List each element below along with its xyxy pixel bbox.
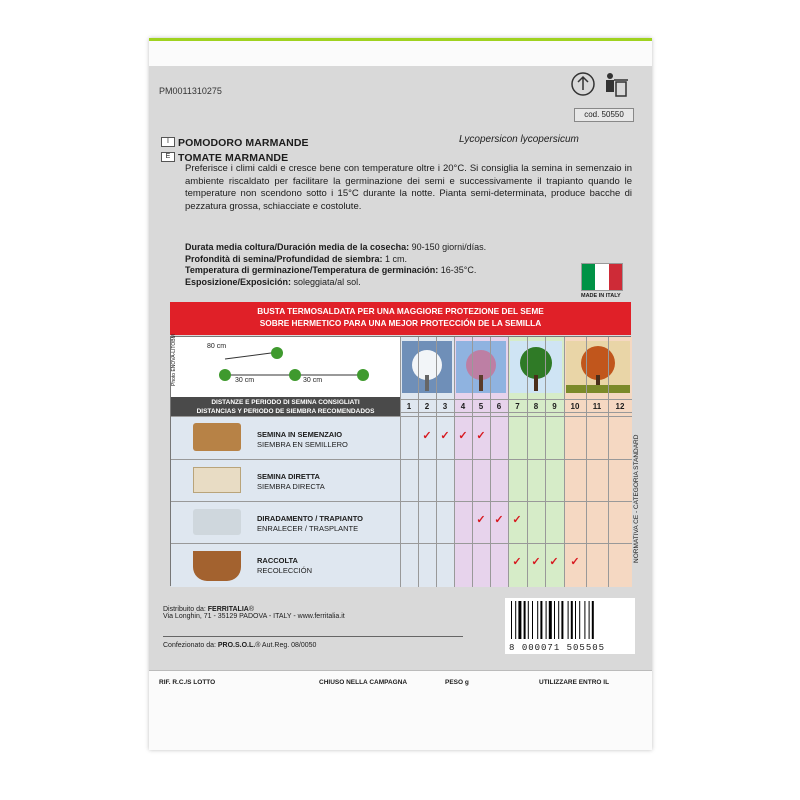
plant-spacing-label-1: 30 cm [235, 377, 255, 384]
info-line: Durata media coltura/Duración media de la cosecha: 90-150 giorni/días. [185, 242, 487, 252]
month-number: 6 [490, 399, 508, 413]
info-line: Temperatura di germinazione/Temperatura de germinación: 16-35°C. [185, 265, 477, 275]
month-divider [608, 337, 609, 587]
barcode-digits: 8 000071 505505 [509, 643, 606, 653]
barcode-bar [558, 601, 559, 639]
month-number: 4 [454, 399, 472, 413]
cod-label: cod. 50550 [574, 108, 634, 122]
month-divider [508, 337, 509, 587]
check-harvest-month-8: ✓ [531, 556, 541, 568]
barcode-bar [524, 601, 526, 639]
check-transplant-month-6: ✓ [494, 514, 504, 526]
month-divider [490, 337, 491, 587]
bin-icon [606, 73, 628, 96]
check-sowing-bed-month-4: ✓ [458, 430, 468, 442]
barcode-bar [592, 601, 594, 639]
sowing-calendar [170, 336, 631, 586]
distance-band [171, 397, 400, 416]
distributor-divider [163, 636, 463, 637]
plant-icon [219, 369, 231, 381]
seed-packet [149, 38, 652, 750]
month-divider [527, 337, 528, 587]
row-separator [171, 543, 632, 544]
activity-label-transplant: DIRADAMENTO / TRAPIANTO ENRALECER / TRASPLANTE [257, 514, 363, 533]
month-divider [586, 337, 587, 587]
expiry-label: UTILIZZARE ENTRO IL [539, 679, 610, 686]
lot-label: RIF. R.C./S LOTTO [159, 679, 216, 686]
distributor-block [163, 606, 345, 620]
month-number: 1 [400, 399, 418, 413]
check-harvest-month-7: ✓ [512, 556, 522, 568]
barcode-bar [571, 601, 573, 639]
activity-label-sowing-bed: SEMINA IN SEMENZAIO SIEMBRA EN SEMILLERO [257, 430, 348, 449]
activity-label-harvest: RACCOLTA RECOLECCIÓN [257, 556, 313, 575]
barcode-bar [532, 601, 533, 639]
barcode-bar [579, 601, 580, 639]
barcode-bar [546, 601, 547, 639]
green-edge [149, 38, 652, 41]
check-harvest-month-9: ✓ [549, 556, 559, 568]
flag-stripe-red [609, 264, 622, 290]
title-it: POMODORO MARMANDE [178, 137, 309, 149]
month-number: 5 [472, 399, 490, 413]
check-sowing-bed-month-5: ✓ [476, 430, 486, 442]
barcode-bar [518, 601, 521, 639]
lang-it-box: I [161, 137, 175, 147]
recycle-icon [568, 70, 638, 102]
barcode-bar [568, 601, 569, 639]
barcode-bar [584, 601, 585, 639]
made-in-italy: MADE IN ITALY [581, 293, 621, 299]
distance-band-line-1: DISTANZE E PERIODO DI SEMINA CONSIGLIATI [211, 399, 360, 406]
barcode-bar [511, 601, 512, 639]
info-block [185, 242, 575, 288]
flag-stripe-white [595, 264, 608, 290]
italian-flag [581, 263, 623, 291]
title-es: TOMATE MARMANDE [178, 152, 289, 164]
month-number: 8 [527, 399, 545, 413]
red-band-line-2: SOBRE HERMETICO PARA UNA MEJOR PROTECCIÓN DE LA SEMILLA [259, 317, 542, 328]
month-divider [454, 337, 455, 587]
month-number: 7 [508, 399, 527, 413]
latin-name: Lycopersicon lycopersicum [459, 134, 579, 145]
plant-icon [271, 347, 283, 359]
barcode-bar [528, 601, 529, 639]
direct-sowing-icon [193, 467, 241, 493]
weight-label: PESO g [445, 679, 469, 686]
distributor-name: FERRITALIA [207, 606, 249, 613]
barcode-bar [575, 601, 576, 639]
distributor-address: Via Longhin, 71 - 35129 PADOVA - ITALY - www.ferritalia.it [163, 613, 345, 620]
seed-tray-icon [193, 423, 241, 451]
check-sowing-bed-month-2: ✓ [422, 430, 432, 442]
month-number: 11 [586, 399, 608, 413]
check-transplant-month-5: ✓ [476, 514, 486, 526]
month-divider [545, 337, 546, 587]
row-separator [171, 416, 632, 417]
barcode-bar [537, 601, 538, 639]
plant-icon [289, 369, 301, 381]
packed-by: Confezionato da: PRO.S.O.L.® Aut.Reg. 08/0050 [163, 642, 317, 649]
distributor-label: Distribuito da: [163, 606, 208, 613]
description: Preferisce i climi caldi e cresce bene con temperature oltre i 20°C. Si consiglia la semina in semenzaio in ambiente riscaldato per facilitare la germinazione dei semi e successivamente il trapianto quando le temperature non scendono sotto i 15°C durante la notte. Pianta semi-determinata, produce bacche di pezzatura grossa, schiacciate e costolute. [185, 163, 632, 212]
barcode-bars [509, 601, 631, 639]
month-number: 3 [436, 399, 454, 413]
side-regulation-text: NORMATIVA CE - CATEGORIA STANDARD [633, 434, 640, 563]
month-divider [400, 337, 401, 587]
plant-spacing-label-2: 30 cm [303, 377, 323, 384]
month-divider [472, 337, 473, 587]
distributor-reg: ® [248, 606, 255, 613]
month-divider [418, 337, 419, 587]
product-code: PM0011310275 [159, 86, 222, 96]
summer-tree-icon [520, 347, 552, 379]
check-sowing-bed-month-3: ✓ [440, 430, 450, 442]
flag-stripe-green [582, 264, 595, 290]
row-separator [171, 459, 632, 460]
check-transplant-month-7: ✓ [512, 514, 522, 526]
barcode-bar [589, 601, 590, 639]
info-line: Profondità di semina/Profundidad de siembra: 1 cm. [185, 253, 408, 264]
month-number: 10 [564, 399, 586, 413]
spacing-diagram [201, 343, 391, 393]
distance-band-line-2: DISTANCIAS Y PERIODO DE SIEMBRA RECOMENDADOS [196, 408, 375, 415]
top-strip [149, 38, 652, 66]
red-band-line-1: BUSTA TERMOSALDATA PER UNA MAGGIORE PROTEZIONE DEL SEME [257, 306, 544, 316]
barcode-bar [561, 601, 563, 639]
barcode-bar [540, 601, 542, 639]
month-divider [564, 337, 565, 587]
month-number: 2 [418, 399, 436, 413]
row-separator [171, 501, 632, 502]
footer-divider [149, 670, 652, 671]
barcode-bar [554, 601, 555, 639]
barcode-bar [549, 601, 552, 639]
closed-campaign-label: CHIUSO NELLA CAMPAGNA [319, 679, 408, 686]
activity-label-direct-sowing: SEMINA DIRETTA SIEMBRA DIRECTA [257, 472, 325, 491]
month-number: 12 [608, 399, 632, 413]
check-harvest-month-10: ✓ [570, 556, 580, 568]
plant-icon [357, 369, 369, 381]
red-band [170, 302, 631, 335]
season-trees [400, 339, 632, 395]
barcode-bar [515, 601, 516, 639]
photo-credit: Photo ENOVA-LITOBM [171, 334, 177, 386]
transplant-icon [193, 509, 241, 535]
month-divider [436, 337, 437, 587]
month-number: 9 [545, 399, 564, 413]
harvest-basket-icon [193, 551, 241, 581]
row-spacing-label: 80 cm [207, 343, 227, 350]
lang-es-box: E [161, 152, 175, 162]
info-line: Esposizione/Exposición: soleggiata/al sol. [185, 276, 361, 287]
barcode [505, 598, 635, 654]
